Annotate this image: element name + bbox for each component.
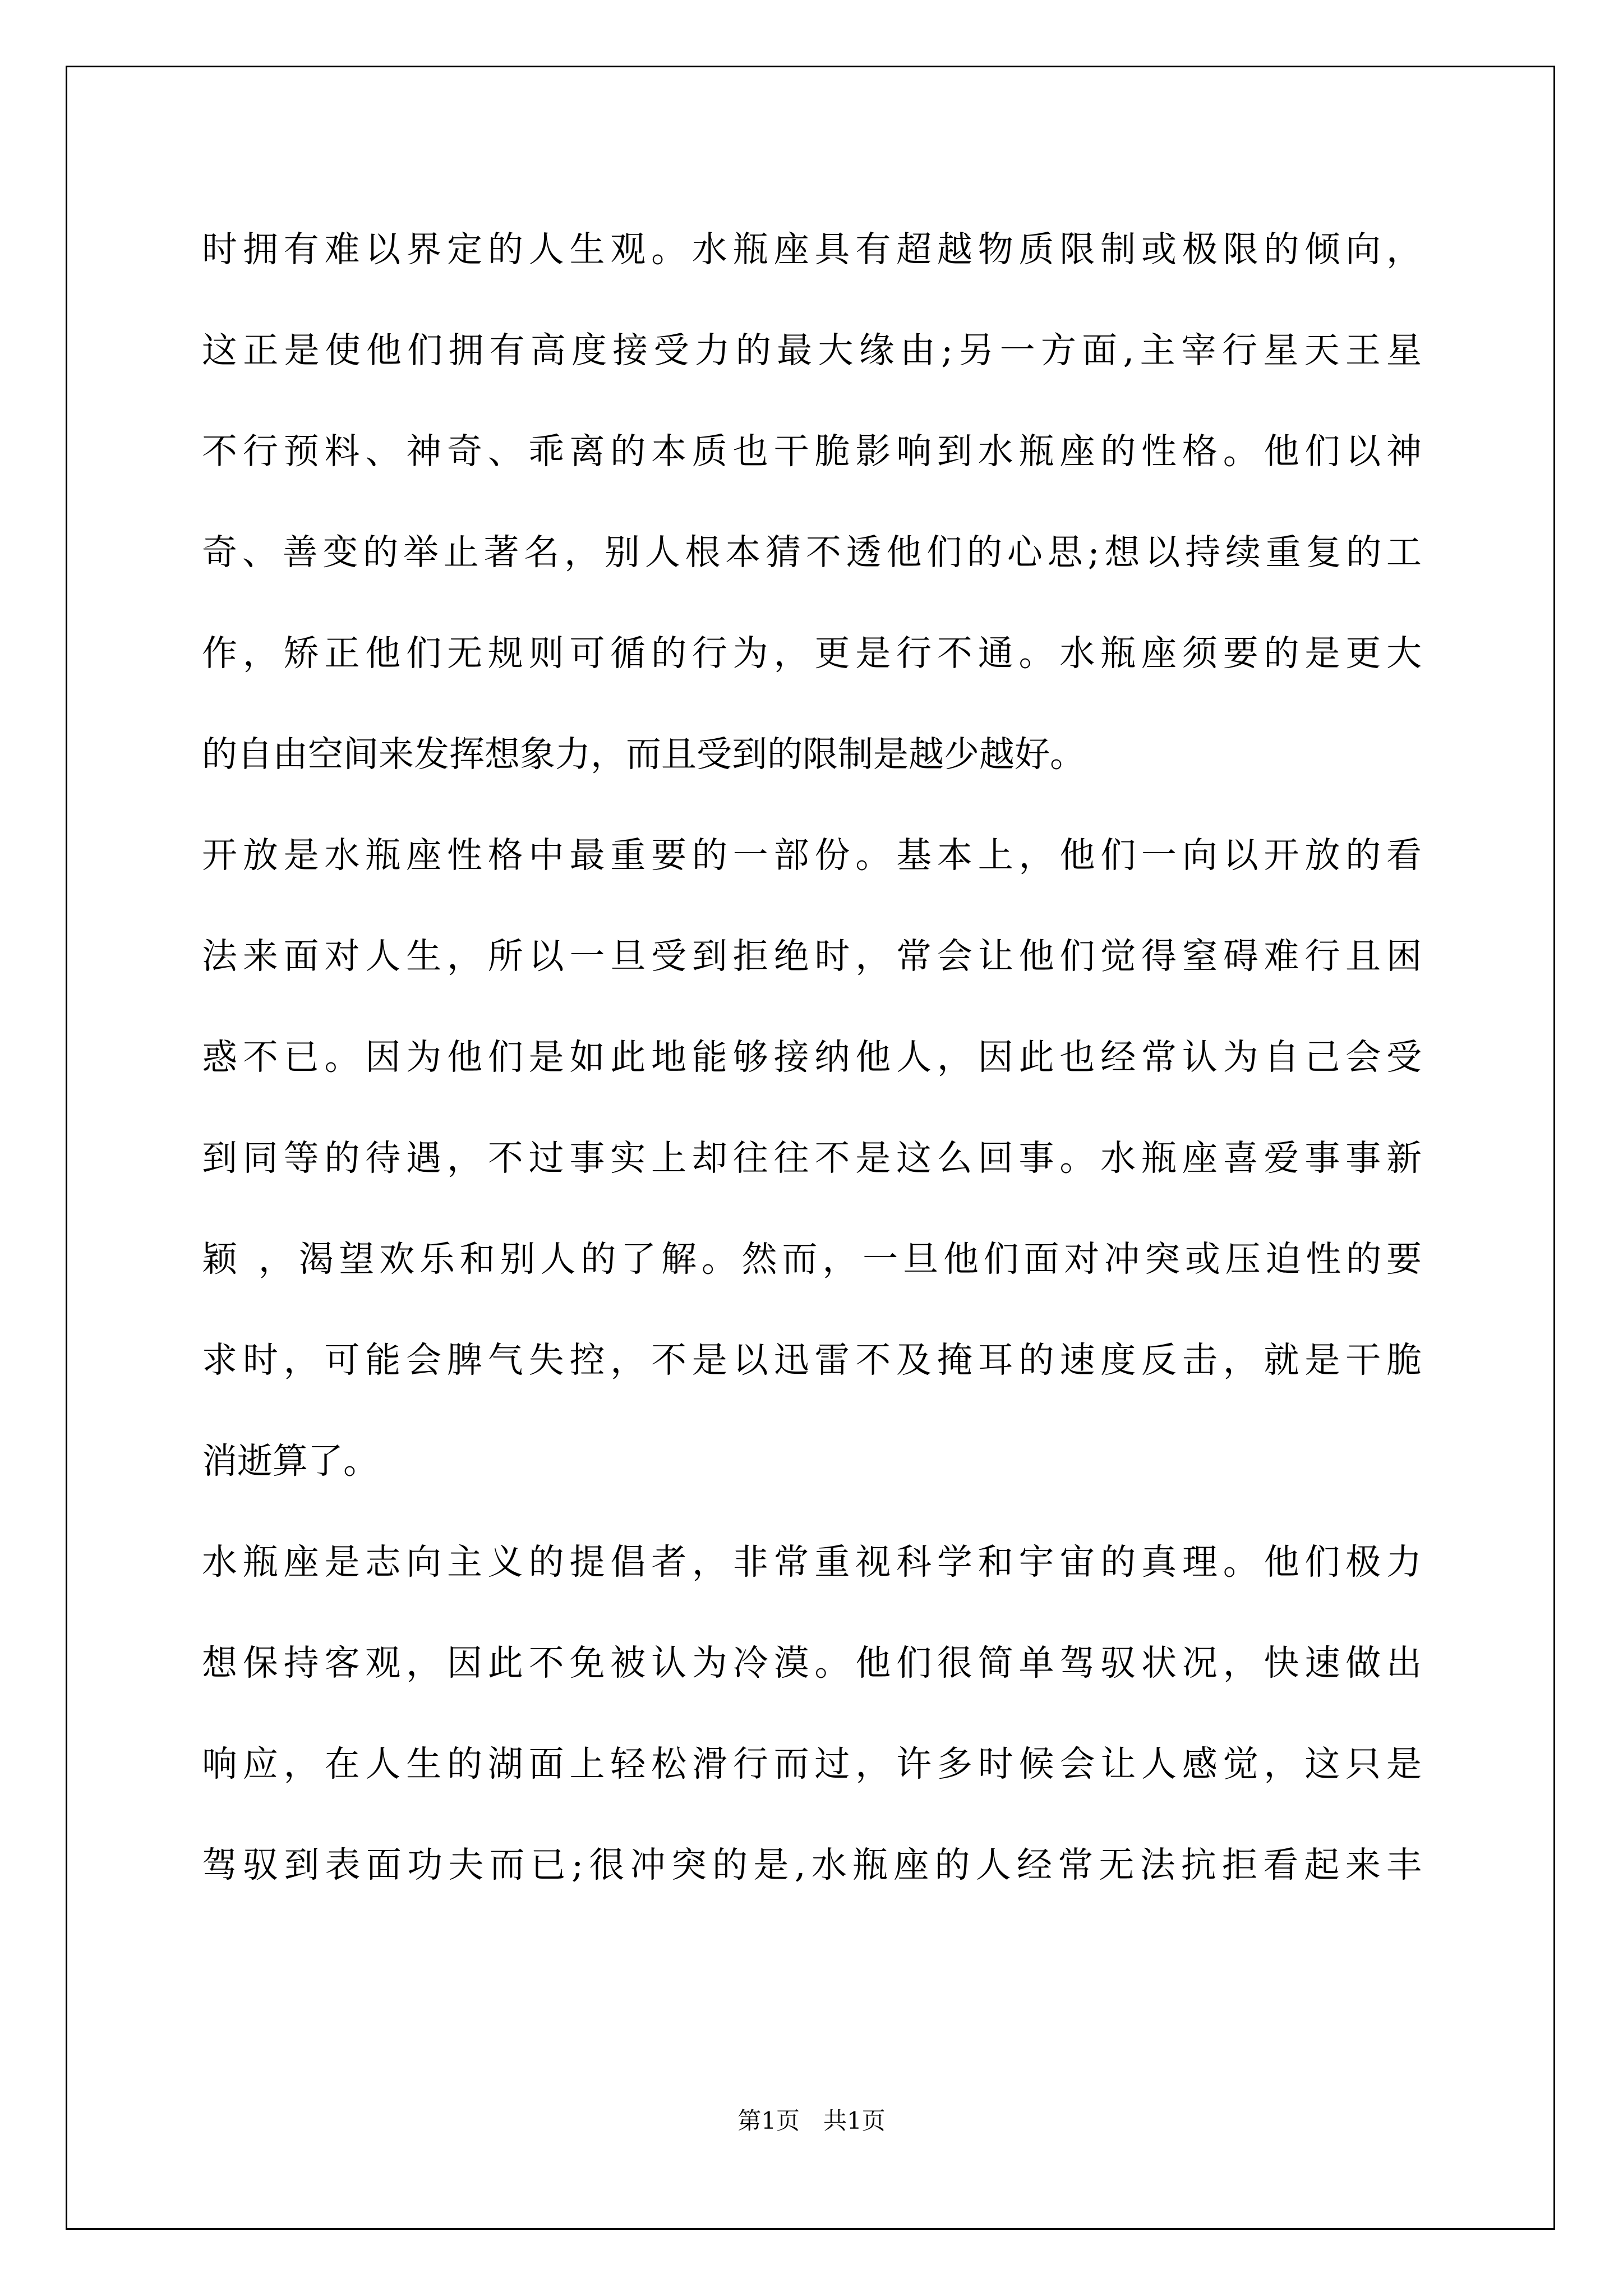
text-line: 水瓶座是志向主义的提倡者，非常重视科学和宇宙的真理。他们极力 <box>202 1542 1422 1582</box>
text-line: 的自由空间来发挥想象力，而且受到的限制是越少越好。 <box>202 734 1085 775</box>
text-line: 响应，在人生的湖面上轻松滑行而过，许多时候会让人感觉，这只是 <box>202 1743 1422 1784</box>
text-line: 到同等的待遇，不过事实上却往往不是这么回事。水瓶座喜爱事事新 <box>202 1138 1422 1179</box>
text-line: 这正是使他们拥有高度接受力的最大缘由;另一方面,主宰行星天王星 <box>202 330 1422 371</box>
text-line: 驾驭到表面功夫而已;很冲突的是,水瓶座的人经常无法抗拒看起来丰 <box>202 1844 1422 1885</box>
text-line: 作，矫正他们无规则可循的行为，更是行不通。水瓶座须要的是更大 <box>202 633 1422 674</box>
text-line: 颖 ，渴望欢乐和别人的了解。然而，一旦他们面对冲突或压迫性的要 <box>202 1239 1422 1280</box>
document-body <box>202 199 1422 1916</box>
text-line: 想保持客观，因此不免被认为冷漠。他们很简单驾驭状况，快速做出 <box>202 1642 1422 1683</box>
text-line: 不行预料、神奇、乖离的本质也干脆影响到水瓶座的性格。他们以神 <box>202 431 1422 472</box>
text-line: 消逝算了。 <box>202 1441 379 1481</box>
text-line: 法来面对人生，所以一旦受到拒绝时，常会让他们觉得窒碍难行且困 <box>202 936 1422 977</box>
text-line: 奇、善变的举止著名，别人根本猜不透他们的心思;想以持续重复的工 <box>202 532 1422 573</box>
text-line: 时拥有难以界定的人生观。水瓶座具有超越物质限制或极限的倾向， <box>202 229 1422 270</box>
text-line: 开放是水瓶座性格中最重要的一部份。基本上，他们一向以开放的看 <box>202 835 1422 876</box>
text-line: 惑不已。因为他们是如此地能够接纳他人，因此也经常认为自己会受 <box>202 1037 1422 1078</box>
text-line: 求时，可能会脾气失控，不是以迅雷不及掩耳的速度反击，就是干脆 <box>202 1340 1422 1381</box>
page-number-footer: 第1页 共1页 <box>737 2107 886 2134</box>
